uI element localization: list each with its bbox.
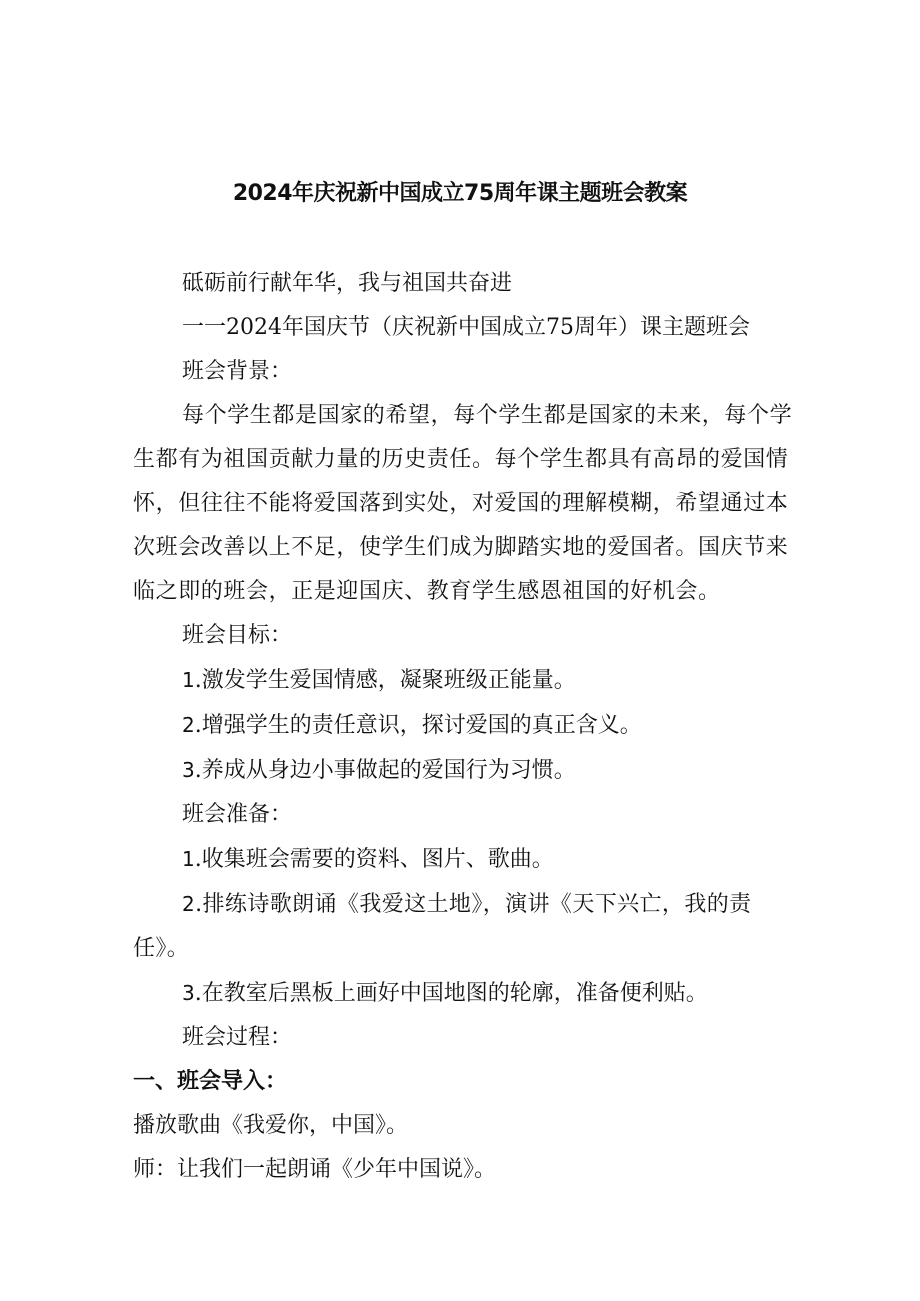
prep-num-2: 2 — [182, 892, 196, 916]
goal-item-3 — [133, 748, 793, 793]
prep-text-1: .收集班会需要的资料、图片、歌曲。 — [194, 847, 554, 872]
intro-line-1: 播放歌曲《我爱你，中国》。 — [133, 1113, 409, 1138]
document-body — [133, 262, 793, 1192]
background-text: 每个学生都是国家的希望，每个学生都是国家的未来，每个学生都有为祖国贡献力量的历史责任。每个学生都具有高昂的爱国情怀，但往往不能将爱国落到实处，对爱国的理解模糊，希望通过本次班会改善以上不足，使学生们成为脚踏实地的爱国者。国庆节来临之即的班会，正是迎国庆、教育学生感恩祖国的好机会。 — [133, 403, 793, 604]
prep-item-2 — [133, 882, 793, 971]
background-label: 班会背景： — [182, 359, 293, 384]
goal-item-1 — [133, 658, 793, 703]
prep-text-2: .排练诗歌朗诵《我爱这土地》，演讲《天下兴亡，我的责任》。 — [133, 892, 752, 961]
subtitle-2: 一一2024年国庆节（庆祝新中国成立75周年）课主题班会 — [182, 315, 750, 340]
prep-item-3 — [133, 971, 793, 1016]
goal-item-2 — [133, 703, 793, 748]
goal-text-2: .增强学生的责任意识，探讨爱国的真正含义。 — [194, 713, 642, 738]
subtitle: 砥砺前行献年华，我与祖国共奋进 — [182, 271, 513, 296]
prep-text-3: .在教室后黑板上画好中国地图的轮廓，准备便利贴。 — [194, 981, 708, 1006]
goal-text-3: .养成从身边小事做起的爱国行为习惯。 — [194, 758, 576, 783]
prep-num-3: 3 — [182, 981, 195, 1005]
document-title: 2024年庆祝新中国成立75周年课主题班会教案 — [232, 181, 688, 206]
goal-num-2: 2 — [182, 713, 195, 737]
intro-heading: 一、班会导入： — [133, 1069, 288, 1094]
goal-text-1: .激发学生爱国情感，凝聚班级正能量。 — [194, 668, 576, 693]
prep-label: 班会准备： — [182, 802, 293, 827]
goal-num-1: 1 — [182, 668, 195, 692]
prep-item-1 — [133, 837, 793, 882]
process-label: 班会过程： — [182, 1025, 293, 1050]
goals-label: 班会目标： — [182, 623, 293, 648]
goal-num-3: 3 — [182, 758, 195, 782]
prep-num-1: 1 — [182, 847, 195, 871]
intro-line-2: 师：让我们一起朗诵《少年中国说》。 — [133, 1157, 497, 1182]
